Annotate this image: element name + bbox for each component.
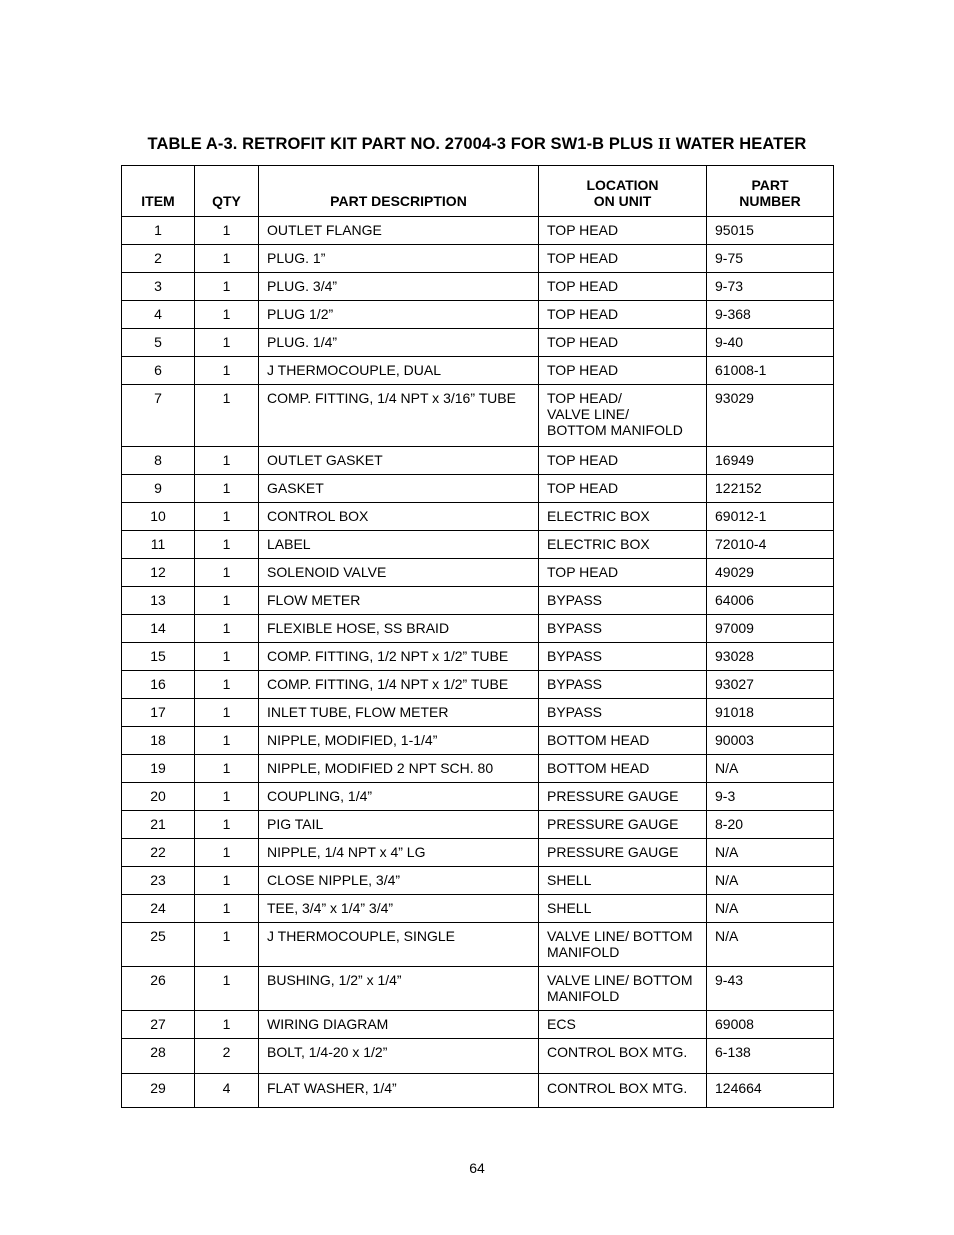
table-row: [122, 1074, 834, 1108]
header-part-number-line: PART: [751, 177, 789, 193]
table-row: [122, 1011, 834, 1039]
cell-item: 18: [122, 727, 195, 755]
cell-qty: 1: [195, 447, 259, 475]
cell-location-line: BYPASS: [547, 704, 602, 720]
cell-qty: 1: [195, 867, 259, 895]
cell-location: [539, 839, 707, 867]
cell-location: [539, 531, 707, 559]
cell-item: 5: [122, 329, 195, 357]
cell-location: [539, 615, 707, 643]
cell-qty: 1: [195, 217, 259, 245]
cell-location-line: CONTROL BOX MTG.: [547, 1080, 688, 1096]
cell-part-number: 9-368: [707, 301, 834, 329]
cell-part-number: 64006: [707, 587, 834, 615]
cell-qty: 1: [195, 301, 259, 329]
table-row: [122, 699, 834, 727]
cell-description: COMP. FITTING, 1/4 NPT x 1/2” TUBE: [259, 671, 539, 699]
cell-item: 6: [122, 357, 195, 385]
cell-qty: 1: [195, 671, 259, 699]
cell-location-line: TOP HEAD: [547, 278, 619, 294]
cell-location: [539, 867, 707, 895]
cell-location: [539, 217, 707, 245]
cell-location: [539, 755, 707, 783]
cell-location-line: BOTTOM MANIFOLD: [547, 422, 683, 438]
cell-item: 11: [122, 531, 195, 559]
cell-location-line: MANIFOLD: [547, 988, 620, 1004]
cell-location: [539, 559, 707, 587]
cell-part-number: 49029: [707, 559, 834, 587]
cell-location-line: TOP HEAD: [547, 564, 619, 580]
table-row: [122, 895, 834, 923]
cell-location-line: PRESSURE GAUGE: [547, 788, 679, 804]
table-row: [122, 357, 834, 385]
cell-part-number: N/A: [707, 923, 834, 967]
cell-item: 22: [122, 839, 195, 867]
table-row: [122, 867, 834, 895]
table-row: [122, 923, 834, 967]
table-row: [122, 1039, 834, 1074]
cell-item: 12: [122, 559, 195, 587]
header-location-line: ON UNIT: [593, 193, 652, 209]
cell-qty: 1: [195, 699, 259, 727]
cell-item: 24: [122, 895, 195, 923]
cell-item: 27: [122, 1011, 195, 1039]
cell-description: FLEXIBLE HOSE, SS BRAID: [259, 615, 539, 643]
cell-item: 10: [122, 503, 195, 531]
header-location-line: LOCATION: [586, 177, 659, 193]
cell-item: 4: [122, 301, 195, 329]
cell-description: J THERMOCOUPLE, SINGLE: [259, 923, 539, 967]
table-row: [122, 301, 834, 329]
cell-item: 23: [122, 867, 195, 895]
cell-qty: 1: [195, 1011, 259, 1039]
cell-item: 20: [122, 783, 195, 811]
cell-location: [539, 245, 707, 273]
cell-qty: 1: [195, 839, 259, 867]
cell-part-number: 72010-4: [707, 531, 834, 559]
table-row: [122, 273, 834, 301]
cell-location-line: TOP HEAD: [547, 334, 619, 350]
cell-qty: 1: [195, 755, 259, 783]
cell-description: CONTROL BOX: [259, 503, 539, 531]
table-row: [122, 727, 834, 755]
cell-location-line: VALVE LINE/ BOTTOM: [547, 972, 693, 988]
cell-location-line: PRESSURE GAUGE: [547, 816, 679, 832]
cell-location: [539, 811, 707, 839]
cell-location: [539, 699, 707, 727]
cell-description: PLUG. 3/4”: [259, 273, 539, 301]
table-row: [122, 643, 834, 671]
cell-location: [539, 895, 707, 923]
table-title-suffix: WATER HEATER: [671, 135, 807, 153]
cell-qty: 1: [195, 783, 259, 811]
cell-location: [539, 783, 707, 811]
cell-item: 21: [122, 811, 195, 839]
table-row: [122, 531, 834, 559]
cell-item: 26: [122, 967, 195, 1011]
header-item: ITEM: [122, 166, 195, 217]
cell-part-number: 69008: [707, 1011, 834, 1039]
table-title: [0, 134, 954, 154]
cell-part-number: 122152: [707, 475, 834, 503]
cell-location: [539, 671, 707, 699]
cell-part-number: 9-3: [707, 783, 834, 811]
cell-location: [539, 967, 707, 1011]
cell-part-number: 16949: [707, 447, 834, 475]
cell-qty: 1: [195, 811, 259, 839]
table-row: [122, 503, 834, 531]
cell-qty: 1: [195, 503, 259, 531]
cell-item: 28: [122, 1039, 195, 1074]
cell-item: 17: [122, 699, 195, 727]
table-row: [122, 475, 834, 503]
cell-location: [539, 503, 707, 531]
cell-part-number: 93029: [707, 385, 834, 447]
cell-location: [539, 385, 707, 447]
cell-location-line: BOTTOM HEAD: [547, 760, 650, 776]
table-row: [122, 447, 834, 475]
cell-part-number: N/A: [707, 755, 834, 783]
cell-location: [539, 447, 707, 475]
cell-location-line: TOP HEAD: [547, 452, 619, 468]
cell-part-number: 9-43: [707, 967, 834, 1011]
cell-item: 25: [122, 923, 195, 967]
header-location: [539, 166, 707, 217]
cell-qty: 1: [195, 559, 259, 587]
cell-location: [539, 1074, 707, 1108]
cell-location-line: TOP HEAD: [547, 222, 619, 238]
table-row: [122, 587, 834, 615]
cell-item: 2: [122, 245, 195, 273]
cell-part-number: 91018: [707, 699, 834, 727]
cell-qty: 1: [195, 923, 259, 967]
cell-description: PIG TAIL: [259, 811, 539, 839]
cell-location-line: ELECTRIC BOX: [547, 536, 650, 552]
cell-description: NIPPLE, 1/4 NPT x 4” LG: [259, 839, 539, 867]
table-title-prefix: TABLE A-3. RETROFIT KIT PART NO. 27004-3 FOR SW1-B PLUS: [147, 135, 658, 153]
header-description: PART DESCRIPTION: [259, 166, 539, 217]
table-row: [122, 385, 834, 447]
cell-location: [539, 1039, 707, 1074]
cell-location-line: SHELL: [547, 872, 592, 888]
table-body: [122, 217, 834, 1108]
cell-location-line: ELECTRIC BOX: [547, 508, 650, 524]
table-row: [122, 811, 834, 839]
cell-qty: 1: [195, 329, 259, 357]
cell-description: TEE, 3/4” x 1/4” 3/4”: [259, 895, 539, 923]
cell-description: FLOW METER: [259, 587, 539, 615]
cell-location-line: BYPASS: [547, 592, 602, 608]
cell-part-number: 95015: [707, 217, 834, 245]
cell-location: [539, 475, 707, 503]
cell-description: J THERMOCOUPLE, DUAL: [259, 357, 539, 385]
cell-location-line: TOP HEAD: [547, 480, 619, 496]
table-row: [122, 783, 834, 811]
cell-location-line: TOP HEAD: [547, 306, 619, 322]
cell-location-line: BYPASS: [547, 620, 602, 636]
cell-qty: 1: [195, 727, 259, 755]
table-row: [122, 245, 834, 273]
cell-item: 3: [122, 273, 195, 301]
cell-item: 15: [122, 643, 195, 671]
cell-location: [539, 273, 707, 301]
cell-location-line: TOP HEAD/: [547, 390, 622, 406]
cell-description: PLUG 1/2”: [259, 301, 539, 329]
cell-part-number: 93027: [707, 671, 834, 699]
cell-location-line: SHELL: [547, 900, 592, 916]
cell-description: SOLENOID VALVE: [259, 559, 539, 587]
cell-description: LABEL: [259, 531, 539, 559]
cell-part-number: 8-20: [707, 811, 834, 839]
cell-qty: 1: [195, 385, 259, 447]
cell-item: 13: [122, 587, 195, 615]
cell-location-line: ECS: [547, 1016, 576, 1032]
table-row: [122, 967, 834, 1011]
cell-location: [539, 301, 707, 329]
cell-part-number: 69012-1: [707, 503, 834, 531]
cell-location-line: MANIFOLD: [547, 944, 620, 960]
cell-description: INLET TUBE, FLOW METER: [259, 699, 539, 727]
cell-location: [539, 643, 707, 671]
cell-description: FLAT WASHER, 1/4”: [259, 1074, 539, 1108]
cell-description: PLUG. 1”: [259, 245, 539, 273]
cell-location: [539, 727, 707, 755]
table-row: [122, 217, 834, 245]
cell-location: [539, 357, 707, 385]
cell-item: 7: [122, 385, 195, 447]
cell-location-line: TOP HEAD: [547, 250, 619, 266]
cell-description: NIPPLE, MODIFIED, 1-1/4”: [259, 727, 539, 755]
cell-location-line: BYPASS: [547, 676, 602, 692]
cell-description: BUSHING, 1/2” x 1/4”: [259, 967, 539, 1011]
cell-qty: 1: [195, 587, 259, 615]
cell-description: GASKET: [259, 475, 539, 503]
cell-description: PLUG. 1/4”: [259, 329, 539, 357]
cell-description: CLOSE NIPPLE, 3/4”: [259, 867, 539, 895]
cell-location-line: CONTROL BOX MTG.: [547, 1044, 688, 1060]
table-header-row: [122, 166, 834, 217]
cell-item: 9: [122, 475, 195, 503]
cell-item: 14: [122, 615, 195, 643]
cell-part-number: 124664: [707, 1074, 834, 1108]
cell-item: 19: [122, 755, 195, 783]
table-row: [122, 839, 834, 867]
cell-location: [539, 1011, 707, 1039]
cell-part-number: 97009: [707, 615, 834, 643]
cell-item: 16: [122, 671, 195, 699]
cell-qty: 1: [195, 357, 259, 385]
table-row: [122, 755, 834, 783]
cell-location: [539, 329, 707, 357]
cell-item: 29: [122, 1074, 195, 1108]
cell-location: [539, 923, 707, 967]
cell-description: COMP. FITTING, 1/2 NPT x 1/2” TUBE: [259, 643, 539, 671]
cell-description: WIRING DIAGRAM: [259, 1011, 539, 1039]
header-qty: QTY: [195, 166, 259, 217]
cell-qty: 2: [195, 1039, 259, 1074]
cell-part-number: 93028: [707, 643, 834, 671]
cell-description: COMP. FITTING, 1/4 NPT x 3/16” TUBE: [259, 385, 539, 447]
cell-item: 1: [122, 217, 195, 245]
cell-description: OUTLET GASKET: [259, 447, 539, 475]
cell-description: NIPPLE, MODIFIED 2 NPT SCH. 80: [259, 755, 539, 783]
cell-location: [539, 587, 707, 615]
table-title-roman: II: [657, 134, 672, 153]
cell-description: BOLT, 1/4-20 x 1/2”: [259, 1039, 539, 1074]
cell-part-number: 9-40: [707, 329, 834, 357]
cell-part-number: N/A: [707, 839, 834, 867]
header-part-number-line: NUMBER: [739, 193, 801, 209]
cell-qty: 1: [195, 643, 259, 671]
cell-item: 8: [122, 447, 195, 475]
page-number: 64: [469, 1160, 485, 1176]
cell-description: COUPLING, 1/4”: [259, 783, 539, 811]
table-row: [122, 329, 834, 357]
cell-qty: 1: [195, 245, 259, 273]
cell-location-line: TOP HEAD: [547, 362, 619, 378]
cell-qty: 1: [195, 895, 259, 923]
cell-qty: 1: [195, 273, 259, 301]
cell-location-line: VALVE LINE/: [547, 406, 629, 422]
cell-qty: 1: [195, 475, 259, 503]
cell-part-number: N/A: [707, 895, 834, 923]
header-part-number: [707, 166, 834, 217]
cell-location-line: VALVE LINE/ BOTTOM: [547, 928, 693, 944]
cell-qty: 4: [195, 1074, 259, 1108]
parts-table: [121, 165, 834, 1108]
cell-qty: 1: [195, 531, 259, 559]
table-row: [122, 615, 834, 643]
cell-part-number: 9-75: [707, 245, 834, 273]
cell-qty: 1: [195, 967, 259, 1011]
cell-part-number: 90003: [707, 727, 834, 755]
cell-location-line: BOTTOM HEAD: [547, 732, 650, 748]
cell-part-number: 9-73: [707, 273, 834, 301]
cell-qty: 1: [195, 615, 259, 643]
table-row: [122, 559, 834, 587]
cell-part-number: 61008-1: [707, 357, 834, 385]
cell-part-number: 6-138: [707, 1039, 834, 1074]
cell-location-line: BYPASS: [547, 648, 602, 664]
table-row: [122, 671, 834, 699]
cell-description: OUTLET FLANGE: [259, 217, 539, 245]
cell-part-number: N/A: [707, 867, 834, 895]
cell-location-line: PRESSURE GAUGE: [547, 844, 679, 860]
